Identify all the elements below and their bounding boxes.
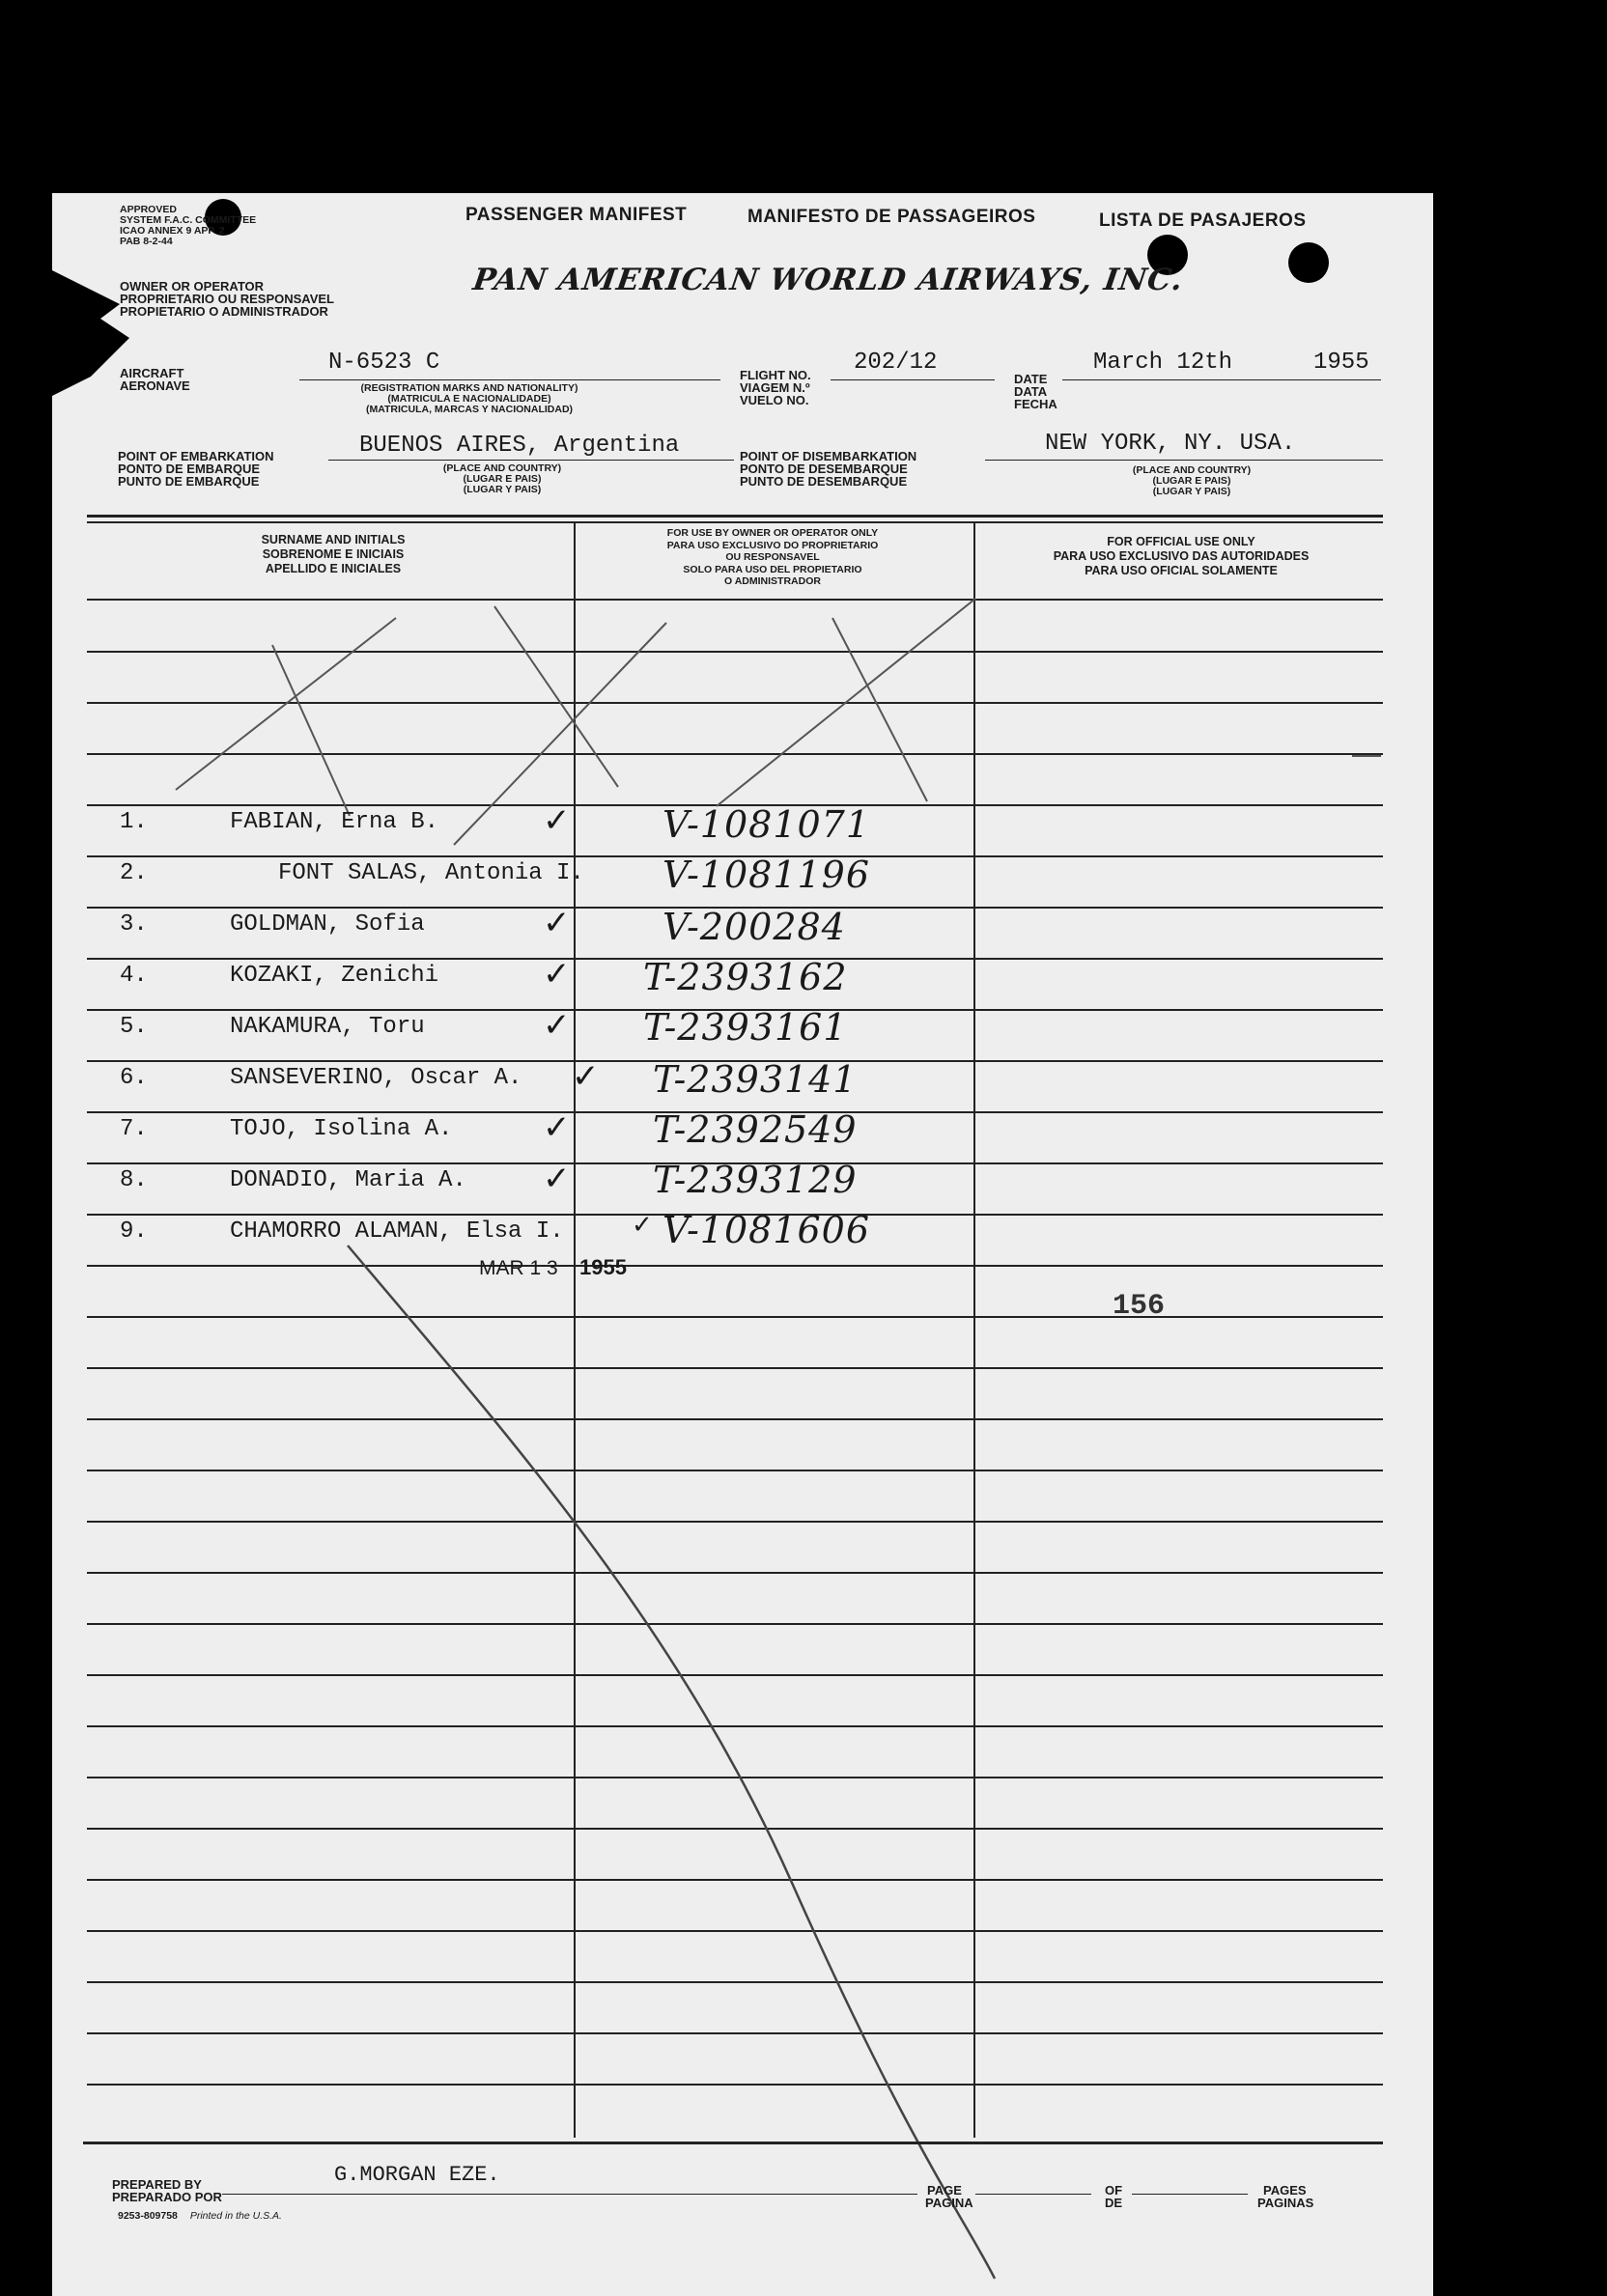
date-label-pt: DATA [1014,384,1048,399]
row-number: 4. [120,963,148,989]
column-header-owner-line: O ADMINISTRADOR [724,575,821,587]
passenger-code: T-2393129 [653,1159,858,1201]
title-pt: MANIFESTO DE PASSAGEIROS [747,207,1036,227]
received-stamp-year: 1955 [579,1255,627,1279]
prepared-by: G.MORGAN EZE. [334,2163,500,2187]
owner-label-es: PROPIETARIO O ADMINISTRADOR [120,304,328,319]
of-label [1105,2184,1122,2209]
disembarkation-label-pt: PONTO DE DESEMBARQUE [740,462,908,476]
page-label-en: PAGE [927,2183,962,2198]
embarkation-sub-pt: (LUGAR E PAIS) [463,473,542,485]
embarkation-label-es: PUNTO DE EMBARQUE [118,474,260,489]
approval-line: APPROVED [120,204,177,215]
page-label-pt: PAGINA [925,2196,973,2210]
registration-label-es: (MATRICULA, MARCAS Y NACIONALIDAD) [365,404,574,415]
check-mark-icon: ✓ [632,1211,653,1240]
aircraft-registration: N-6523 C [328,350,440,376]
date-label-en: DATE [1014,372,1048,386]
title-es: LISTA DE PASAJEROS [1099,210,1307,231]
disembarkation-sub-pt: (LUGAR E PAIS) [1152,475,1231,487]
aircraft-label-es: AERONAVE [120,378,190,393]
check-mark-icon: ✓ [543,1160,571,1198]
embarkation-value: BUENOS AIRES, Argentina [359,433,680,459]
title-en: PASSENGER MANIFEST [465,205,688,225]
row-number: 2. [120,860,148,886]
disembarkation-label-es: PUNTO DE DESEMBARQUE [740,474,908,489]
registration-label-pt: (MATRICULA E NACIONALIDADE) [387,393,551,405]
row-number: 8. [120,1167,148,1193]
passenger-code: T-2393141 [653,1058,858,1101]
row-number: 9. [120,1218,148,1245]
passenger-name: DONADIO, Maria A. [230,1167,466,1193]
prepared-underline [222,2194,917,2195]
page-underline [975,2194,1091,2195]
date-label-es: FECHA [1014,397,1057,411]
column-header-owner-line: SOLO PARA USO DEL PROPIETARIO [683,563,862,575]
form-number [118,2211,282,2222]
row-number: 7. [120,1116,148,1142]
column-header-official-es: PARA USO OFICIAL SOLAMENTE [1085,564,1278,577]
prepared-label [112,2178,222,2203]
passenger-name: KOZAKI, Zenichi [230,963,439,989]
table-bottom-rule [83,2142,1383,2144]
flight-label-pt: VIAGEM N.º [740,380,810,395]
of-label-pt: DE [1105,2196,1123,2210]
approval-line: SYSTEM F.A.C. COMMITTEE [120,214,257,226]
disembarkation-label-en: POINT OF DISEMBARKATION [740,449,917,463]
check-mark-icon: ✓ [543,801,571,840]
passenger-name: FONT SALAS, Antonia I. [278,860,584,886]
row-number: 6. [120,1065,148,1091]
form-number-value: 9253-809758 [118,2210,178,2222]
column-header-owner-line: FOR USE BY OWNER OR OPERATOR ONLY [666,527,879,539]
column-header-owner-line: OU RESPONSAVEL [725,551,820,563]
embarkation-sub-es: (LUGAR Y PAIS) [463,484,542,495]
passenger-name: NAKAMURA, Toru [230,1014,425,1040]
passenger-name: GOLDMAN, Sofia [230,911,425,938]
approval-line: PAB 8-2-44 [120,236,173,247]
check-mark-icon: ✓ [543,955,571,994]
flight-number: 202/12 [854,350,938,376]
check-mark-icon: ✓ [543,1006,571,1045]
embarkation-label-en: POINT OF EMBARKATION [118,449,274,463]
passenger-code: V-1081196 [663,854,871,896]
check-mark-icon: ✓ [572,1057,600,1096]
flight-label-en: FLIGHT NO. [740,368,811,382]
passenger-name: FABIAN, Erna B. [230,809,439,835]
column-header-surname-pt: SOBRENOME E INICIAIS [262,547,405,561]
passenger-name: SANSEVERINO, Oscar A. [230,1065,522,1091]
passenger-name: CHAMORRO ALAMAN, Elsa I. [230,1218,564,1245]
disembarkation-sub-en: (PLACE AND COUNTRY) [1132,464,1252,476]
embarkation-label-pt: PONTO DE EMBARQUE [118,462,261,476]
column-header-official-pt: PARA USO EXCLUSIVO DAS AUTORIDADES [1053,549,1310,563]
column-header-surname-en: SURNAME AND INITIALS [261,533,406,546]
disembarkation-value: NEW YORK, NY. USA. [1045,431,1296,457]
column-header-owner-line: PARA USO EXCLUSIVO DO PROPRIETARIO [666,539,879,551]
received-stamp-date: MAR 1 3 [479,1257,558,1279]
prepared-label-pt: PREPARADO POR [112,2190,222,2204]
passenger-code: T-2393162 [643,956,848,998]
passenger-code: T-2393161 [643,1006,848,1049]
flight-label-es: VUELO NO. [740,393,809,407]
row-number: 3. [120,911,148,938]
date-day: March 12th [1093,350,1233,376]
owner-label-pt: PROPRIETARIO OU RESPONSAVEL [120,292,334,306]
of-underline [1132,2194,1248,2195]
column-header-official-en: FOR OFFICIAL USE ONLY [1107,535,1255,548]
pages-label [1257,2184,1313,2209]
passenger-code: V-1081071 [663,803,871,846]
passenger-name: TOJO, Isolina A. [230,1116,453,1142]
owner-label-en: OWNER OR OPERATOR [120,279,265,294]
registration-label-en: (REGISTRATION MARKS AND NATIONALITY) [360,382,578,394]
of-label-en: OF [1105,2183,1123,2198]
diagonal-void-line [348,1246,995,2279]
passenger-code: V-200284 [663,906,846,948]
column-header-surname-es: APELLIDO E INICIALES [265,562,402,575]
prepared-label-en: PREPARED BY [112,2177,202,2192]
embarkation-sub-en: (PLACE AND COUNTRY) [442,462,562,474]
disembarkation-sub-es: (LUGAR Y PAIS) [1152,486,1231,497]
row-number: 1. [120,809,148,835]
pages-label-en: PAGES [1263,2183,1307,2198]
aircraft-label-en: AIRCRAFT [120,366,184,380]
check-mark-icon: ✓ [543,1108,571,1147]
approval-line: ICAO ANNEX 9 APP. 2 [120,225,225,237]
row-number: 5. [120,1014,148,1040]
passenger-code: V-1081606 [663,1209,871,1251]
airline-name: PAN AMERICAN WORLD AIRWAYS, INC. [470,263,1186,297]
passenger-code: T-2392549 [653,1108,858,1151]
date-year: 1955 [1313,350,1369,376]
printed-in: Printed in the U.S.A. [189,2210,282,2222]
pages-label-pt: PAGINAS [1257,2196,1314,2210]
official-mark: 156 [1113,1290,1166,1323]
page-label [925,2184,973,2209]
check-mark-icon: ✓ [543,904,571,942]
